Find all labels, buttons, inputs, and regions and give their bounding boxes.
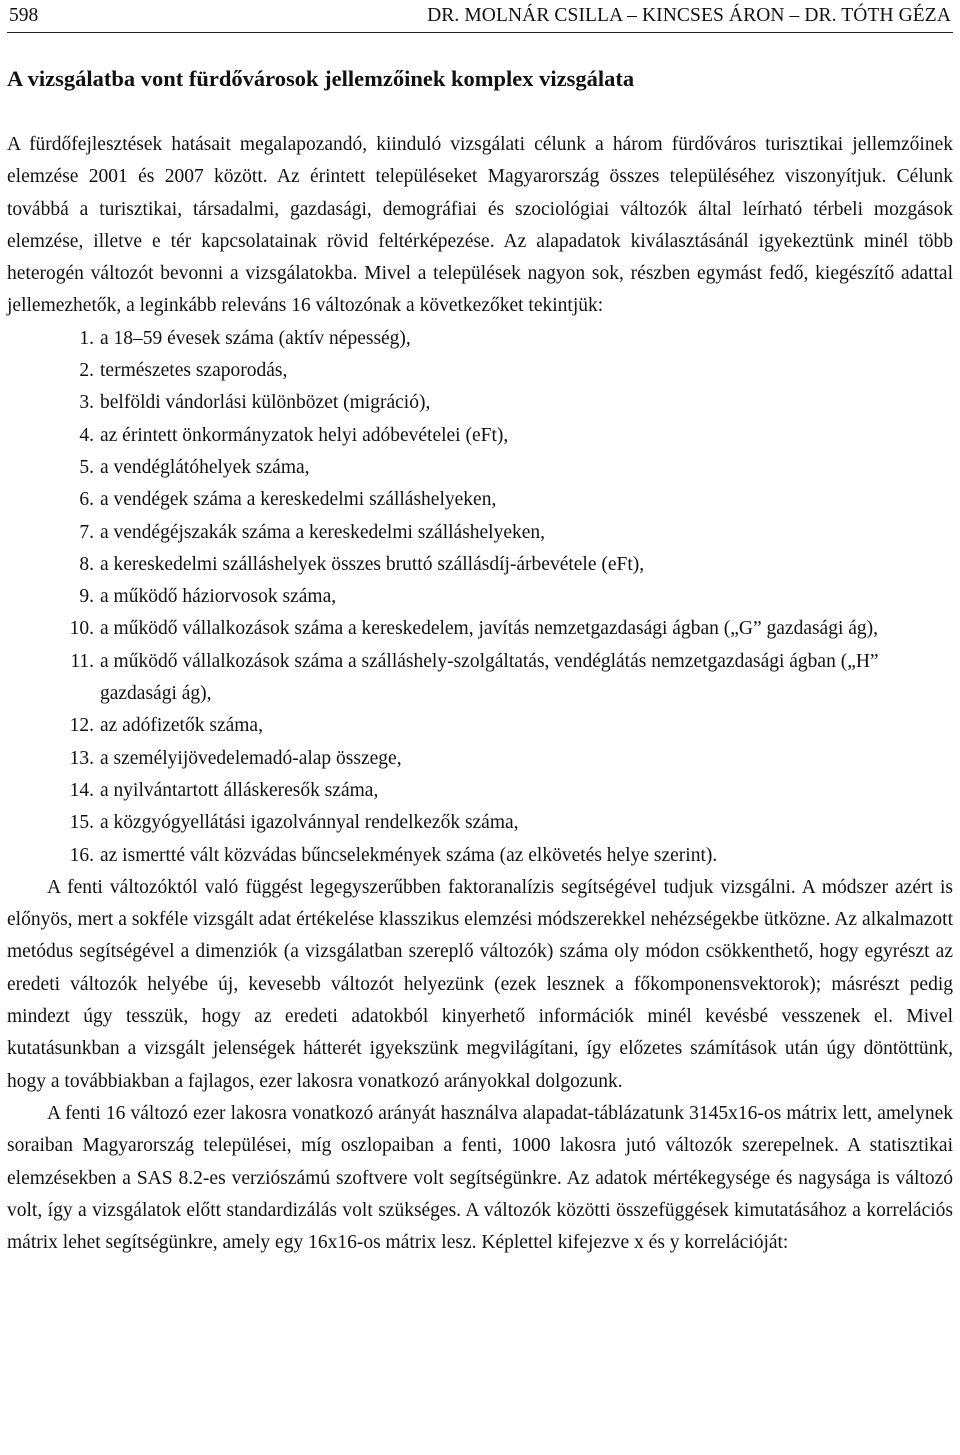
running-header [7,0,953,33]
section-title: A vizsgálatba vont fürdővárosok jellemzőinek komplex vizsgálata [7,66,635,91]
list-item-text: a vendégéjszakák száma a kereskedelmi szálláshelyeken, [100,521,546,543]
author-line: DR. MOLNÁR CSILLA – KINCSES ÁRON – DR. TÓTH GÉZA [427,5,951,26]
list-item [7,355,953,387]
list-item-number: 4. [79,424,94,446]
list-item-text: az adófizetők száma, [100,715,263,737]
list-item-text: természetes szaporodás, [100,360,288,382]
list-item-number: 12. [69,715,94,737]
paragraph: A fenti változóktól való függést legegyszerűbben faktoranalízis segítségével tudjuk vizsgálni. A módszer azért is előnyös, mert a sokféle vizsgált adat értékelése klasszikus elemzési módszerekkel nehézségekbe ütközne. Az alkalmazott metódus segítségével a dimenziók (a vizsgálatban szereplő változók) száma oly módon csökkenthető, hogy egyrészt az eredeti változók helyébe új, kevesebb változót helyezünk (ezek lesznek a főkomponensvektorok); másrészt pedig mindezt úgy tesszük, hogy az eredeti adatokból kinyerhető információk minél kevésbé vesszenek el. Mivel kutatásunkban a vizsgált jelenségek hátterét igyekszünk megvilágítani, így előzetes számítások után úgy döntöttünk, hogy a továbbiakban a fajlagos, ezer lakosra vonatkozó arányokkal dolgozunk. [7,876,953,1092]
list-item [7,646,953,711]
list-item-number: 10. [69,618,94,640]
page-number: 598 [9,5,39,26]
list-item-number: 11. [70,650,94,672]
variable-list [7,323,953,872]
list-item [7,613,953,645]
list-item-number: 16. [69,844,94,866]
list-item-text: a működő vállalkozások száma a szálláshely-szolgáltatás, vendéglátás nemzetgazdasági ágban („H” gazdasági ág), [100,650,879,705]
body-text [7,129,953,1259]
list-item-number: 7. [79,521,94,543]
list-item [7,710,953,742]
list-item [7,517,953,549]
list-item-number: 2. [79,360,94,382]
list-item [7,323,953,355]
list-item-text: a személyijövedelemadó-alap összege, [100,747,402,769]
list-item [7,743,953,775]
list-item-text: az érintett önkormányzatok helyi adóbevételei (eFt), [100,424,509,446]
list-item-number: 1. [79,327,94,349]
list-item [7,775,953,807]
list-item [7,420,953,452]
list-item-number: 6. [79,489,94,511]
list-item-number: 3. [79,392,94,414]
list-item-text: az ismertté vált közvádas bűncselekmények száma (az elkövetés helye szerint). [100,844,718,866]
list-item-number: 14. [69,779,94,801]
list-item-text: a nyilvántartott álláskeresők száma, [100,779,379,801]
list-item-number: 15. [69,812,94,834]
list-item [7,581,953,613]
list-item [7,387,953,419]
list-item [7,484,953,516]
list-item-text: a vendéglátóhelyek száma, [100,456,310,478]
list-item-text: belföldi vándorlási különbözet (migráció), [100,392,431,414]
list-item [7,549,953,581]
list-item [7,807,953,839]
list-item-text: a vendégek száma a kereskedelmi szálláshelyeken, [100,489,497,511]
intro-paragraph: A fürdőfejlesztések hatásait megalapozandó, kiinduló vizsgálati célunk a három fürdőváros turisztikai jellemzőinek elemzése 2001 és 2007 között. Az érintett településeket Magyarország összes településéhez viszonyítjuk. Célunk továbbá a turisztikai, társadalmi, gazdasági, demográfiai és szociológiai változók által leírható térbeli mozgások elemzése, illetve e tér kapcsolatainak rövid feltérképezése. Az alapadatok kiválasztásánál igyekeztünk minél több heterogén változót bevonni a vizsgálatokba. Mivel a települések nagyon sok, részben egymást fedő, kiegészítő adattal jellemezhetők, a leginkább releváns 16 változónak a következőket tekintjük: [7,134,953,317]
list-item-text: a működő háziorvosok száma, [100,586,337,608]
list-item [7,840,953,872]
list-item-text: a működő vállalkozások száma a kereskedelem, javítás nemzetgazdasági ágban („G” gazdasági ág), [100,618,879,640]
list-item-text: a kereskedelmi szálláshelyek összes bruttó szállásdíj-árbevétele (eFt), [100,553,645,575]
paragraph: A fenti 16 változó ezer lakosra vonatkozó arányát használva alapadat-táblázatunk 3145x16-os mátrix lett, amelynek soraiban Magyarország települései, míg oszlopaiban a fenti, 1000 lakosra jutó változók szerepelnek. A statisztikai elemzésekben a SAS 8.2-es verziószámú szoftvere volt segítségünkre. Az adatok mértékegysége és nagysága is változó volt, így a vizsgálatok előtt standardizálás volt szükséges. A változók közötti összefüggések kimutatásához a korrelációs mátrix lehet segítségünkre, amely egy 16x16-os mátrix lesz. Képlettel kifejezve x és y korrelációját: [7,1102,953,1254]
list-item-text: a 18–59 évesek száma (aktív népesség), [100,327,411,349]
list-item-number: 8. [79,553,94,575]
list-item-number: 13. [69,747,94,769]
list-item-number: 9. [79,586,94,608]
list-item [7,452,953,484]
list-item-text: a közgyógyellátási igazolvánnyal rendelkezők száma, [100,812,519,834]
list-item-number: 5. [79,456,94,478]
